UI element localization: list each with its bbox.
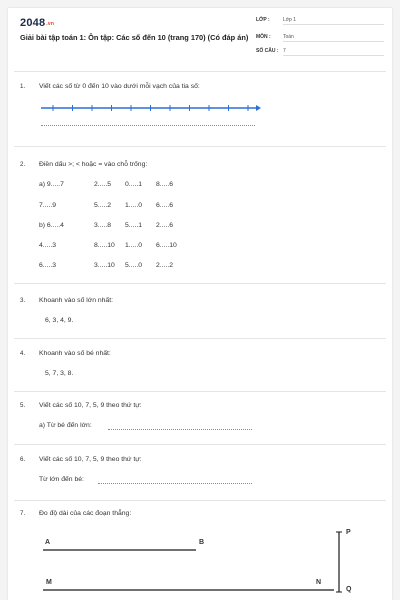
q4-text: Khoanh vào số bé nhất: xyxy=(39,350,111,357)
meta-class-label: LỚP : xyxy=(256,17,270,23)
q2-cell: 3.....8 xyxy=(94,222,112,229)
q2-cell: 5.....2 xyxy=(94,202,112,209)
worksheet xyxy=(8,8,392,600)
q6-text: Viết các số 10, 7, 5, 9 theo thứ tự: xyxy=(39,456,142,463)
q2-number: 2. xyxy=(20,161,26,168)
q2-cell: 4.....3 xyxy=(39,242,57,249)
q2-text: Điền dấu >; < hoặc = vào chỗ trống: xyxy=(39,161,148,168)
q6-subprompt: Từ lớn đến bé: xyxy=(39,476,84,483)
meta-count-label: SỐ CÂU : xyxy=(256,48,279,54)
point-label-a: A xyxy=(45,539,51,546)
segments-figure xyxy=(8,8,392,600)
q2-cell: b) 6.....4 xyxy=(39,222,64,229)
q2-cell: 7.....9 xyxy=(39,202,57,209)
q7-number: 7. xyxy=(20,510,26,517)
q4-answer[interactable]: 5, 7, 3, 8. xyxy=(45,370,74,377)
q2-cell: 2.....2 xyxy=(156,262,174,269)
q2-cell: 1.....0 xyxy=(125,202,143,209)
q2-cell: 1.....0 xyxy=(125,242,143,249)
q2-cell: 5.....0 xyxy=(125,262,143,269)
q6-number: 6. xyxy=(20,456,26,463)
q2-cell: a) 9.....7 xyxy=(39,181,64,188)
q2-cell: 6.....6 xyxy=(156,202,174,209)
q2-cell: 2.....5 xyxy=(94,181,112,188)
point-label-b: B xyxy=(199,539,205,546)
q5-number: 5. xyxy=(20,402,26,409)
page-title: Giải bài tập toán 1: Ôn tập: Các số đến 10 (trang 170) (Có đáp án) xyxy=(20,33,249,42)
meta-subject-label: MÔN : xyxy=(256,34,271,40)
q2-cell: 6.....10 xyxy=(156,242,177,249)
q4-number: 4. xyxy=(20,350,26,357)
point-label-p: P xyxy=(346,529,351,536)
q5-text: Viết các số 10, 7, 5, 9 theo thứ tự: xyxy=(39,402,142,409)
point-label-m: M xyxy=(46,579,52,586)
q5-subprompt: a) Từ bé đến lớn: xyxy=(39,422,92,429)
q2-cell: 8.....6 xyxy=(156,181,174,188)
meta-class-value: Lớp 1 xyxy=(283,17,297,23)
q3-text: Khoanh vào số lớn nhất: xyxy=(39,297,113,304)
meta-count-value: 7 xyxy=(283,48,286,54)
q2-cell: 5.....1 xyxy=(125,222,143,229)
q2-cell: 0.....1 xyxy=(125,181,143,188)
q3-number: 3. xyxy=(20,297,26,304)
q3-answer[interactable]: 6, 3, 4, 9. xyxy=(45,317,74,324)
q1-text: Viết các số từ 0 đến 10 vào dưới mỗi vạch của tia số: xyxy=(39,83,200,90)
q7-text: Đo độ dài của các đoạn thẳng: xyxy=(39,510,132,517)
q2-cell: 6.....3 xyxy=(39,262,57,269)
q1-number: 1. xyxy=(20,83,26,90)
point-label-n: N xyxy=(316,579,322,586)
q2-cell: 2.....6 xyxy=(156,222,174,229)
q2-cell: 3.....10 xyxy=(94,262,115,269)
point-label-q: Q xyxy=(346,586,352,593)
meta-subject-value: Toán xyxy=(283,34,294,40)
site-logo[interactable]: 2048.vn xyxy=(20,17,55,29)
q2-cell: 8.....10 xyxy=(94,242,115,249)
